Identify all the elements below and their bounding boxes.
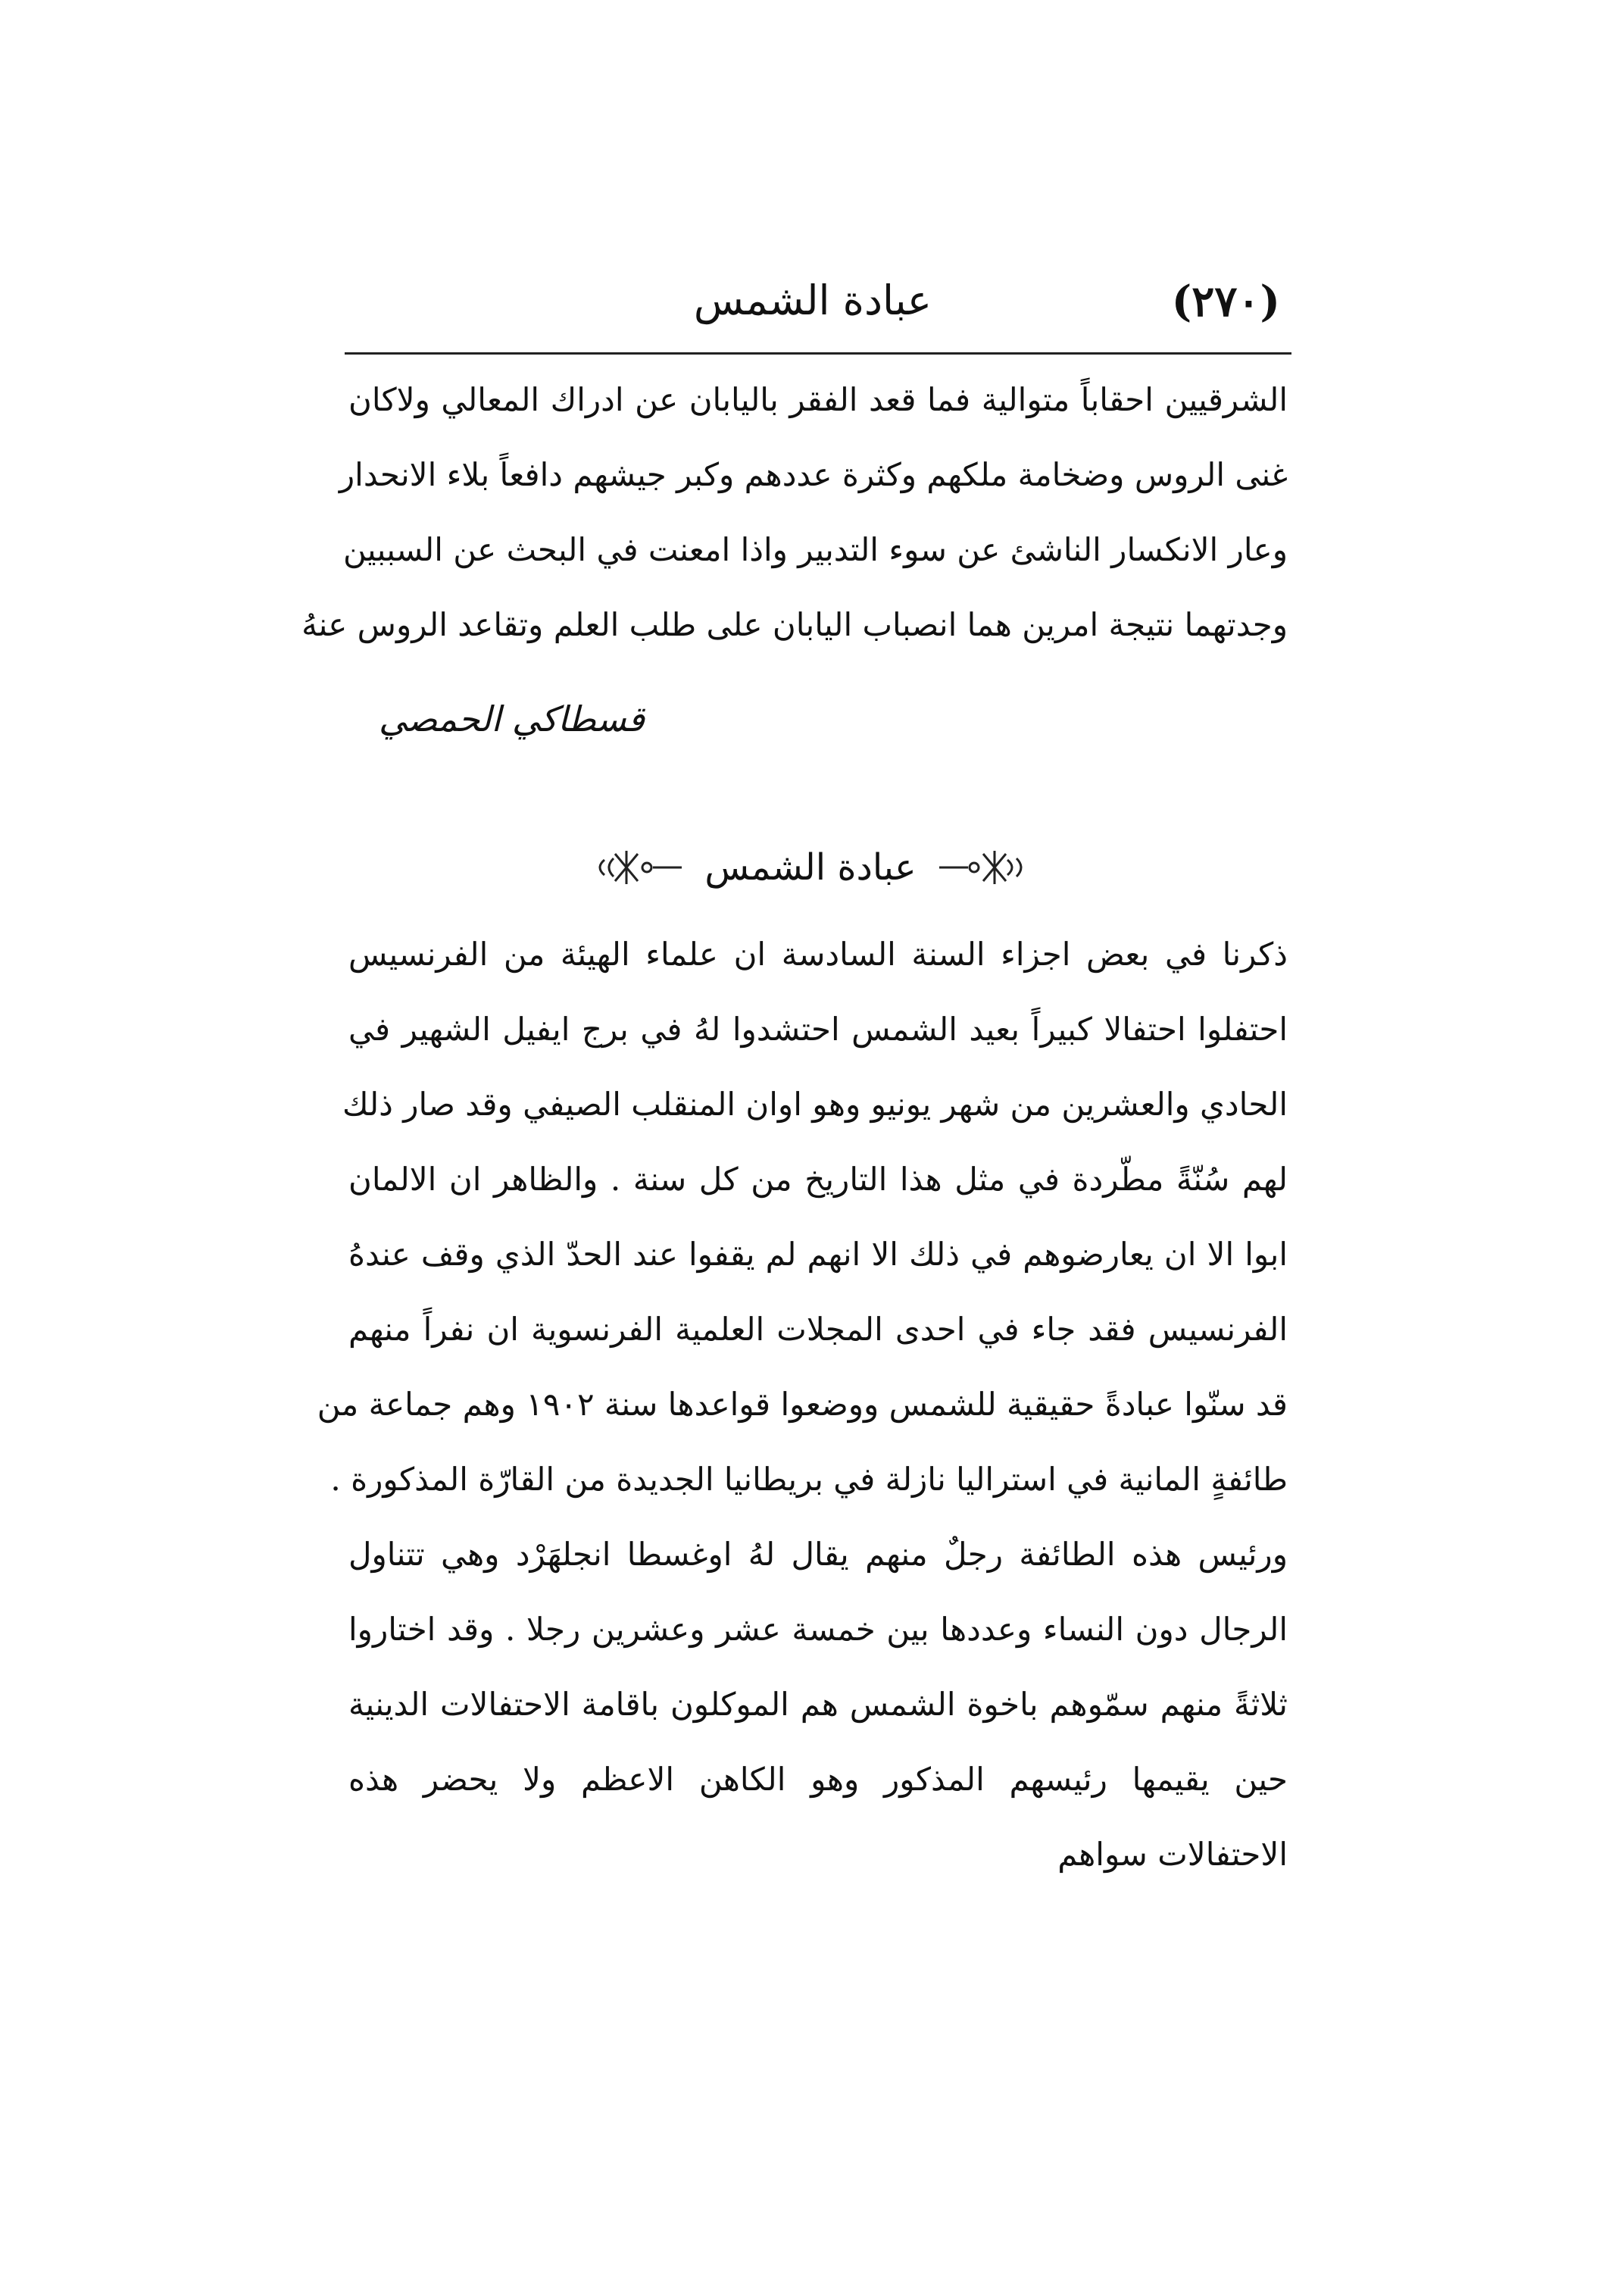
header-divider bbox=[345, 352, 1291, 355]
author-signature: قسطاكي الحمصي bbox=[379, 699, 645, 739]
page-number: (٢٧٠) bbox=[1171, 277, 1280, 327]
text-line: الرجال دون النساء وعددها بين خمسة عشر وعشرين رجلا . وقد اختاروا bbox=[348, 1611, 1288, 1648]
text-line: ثلاثةً منهم سمّوهم باخوة الشمس هم الموكلون باقامة الاحتفالات الدينية bbox=[348, 1686, 1288, 1723]
text-line: الحادي والعشرين من شهر يونيو وهو اوان المنقلب الصيفي وقد صار ذلك bbox=[342, 1086, 1288, 1123]
text-line: حين يقيمها رئيسهم المذكور وهو الكاهن الاعظم ولا يحضر هذه bbox=[348, 1761, 1288, 1798]
text-line: الفرنسيس فقد جاء في احدى المجلات العلمية الفرنسوية ان نفراً منهم bbox=[348, 1311, 1288, 1348]
article-body bbox=[317, 917, 1288, 1892]
text-line: الشرقيين احقاباً متوالية فما قعد الفقر باليابان عن ادراك المعالي ولاكان bbox=[348, 381, 1288, 418]
text-line: قد سنّوا عبادةً حقيقية للشمس ووضعوا قواعدها سنة ١٩٠٢ وهم جماعة من bbox=[317, 1386, 1288, 1423]
text-line: وعار الانكسار الناشئ عن سوء التدبير واذا امعنت في البحث عن السببين bbox=[342, 531, 1288, 568]
ornament-right-icon bbox=[592, 845, 683, 890]
ornament-left-icon bbox=[938, 845, 1029, 890]
text-line: غنى الروس وضخامة ملكهم وكثرة عددهم وكبر جيشهم دافعاً بلاء الانحدار bbox=[339, 456, 1288, 493]
text-line: الاحتفالات سواهم bbox=[1057, 1836, 1288, 1873]
text-line: ذكرنا في بعض اجزاء السنة السادسة ان علماء الهيئة من الفرنسيس bbox=[348, 936, 1288, 973]
article-title: عبادة الشمس bbox=[704, 846, 917, 889]
previous-article-text bbox=[301, 362, 1288, 662]
article-heading bbox=[576, 830, 1045, 905]
text-line: ورئيس هذه الطائفة رجلٌ منهم يقال لهُ اوغسطا انجلهَرْد وهي تتناول bbox=[348, 1536, 1288, 1573]
running-title: عبادة الشمس bbox=[693, 277, 932, 324]
running-header bbox=[348, 265, 1288, 348]
text-line: احتفلوا احتفالا كبيراً بعيد الشمس احتشدوا لهُ في برج ايفيل الشهير في bbox=[348, 1011, 1288, 1048]
text-line: ابوا الا ان يعارضوهم في ذلك الا انهم لم يقفوا عند الحدّ الذي وقف عندهُ bbox=[348, 1236, 1288, 1273]
text-line: لهم سُنّةً مطّردة في مثل هذا التاريخ من كل سنة . والظاهر ان الالمان bbox=[348, 1161, 1288, 1198]
text-line: طائفةٍ المانية في استراليا نازلة في بريطانيا الجديدة من القارّة المذكورة . bbox=[330, 1461, 1288, 1498]
text-line: وجدتهما نتيجة امرين هما انصباب اليابان على طلب العلم وتقاعد الروس عنهُ bbox=[301, 606, 1288, 643]
